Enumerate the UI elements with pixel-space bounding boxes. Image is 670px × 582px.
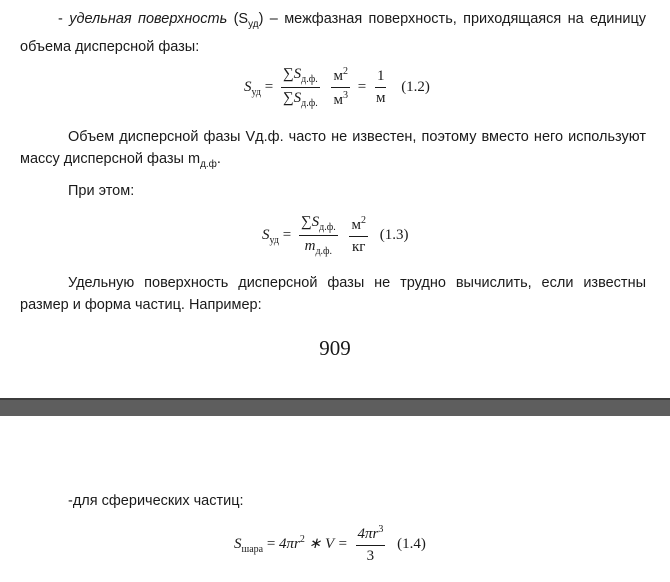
symbol-open: (S xyxy=(227,11,249,27)
formula-lhs-sub: уд xyxy=(269,234,279,246)
paragraph-mass-instead-of-volume xyxy=(20,126,646,176)
unit-denominator-sup: 3 xyxy=(342,90,348,101)
formula-1-2 xyxy=(244,66,430,109)
unit-numerator: м xyxy=(351,217,361,233)
fraction-denominator: 3 xyxy=(366,548,375,564)
formula-lhs-sub: шара xyxy=(241,543,264,555)
unit-denominator: м xyxy=(333,92,343,108)
fraction-units xyxy=(331,66,350,109)
fraction-numerator: 4πr xyxy=(357,526,379,542)
equation-tag: (1.4) xyxy=(397,535,426,552)
equals-sign: = xyxy=(264,78,274,95)
result-numerator: 1 xyxy=(375,68,387,88)
fraction-denominator: ∑S xyxy=(282,90,302,106)
unit-numerator-sup: 2 xyxy=(360,215,366,226)
equals-sign: = xyxy=(282,226,292,243)
thus-text: При этом: xyxy=(68,183,135,199)
formula-lhs: S xyxy=(244,78,252,95)
formula-1-3 xyxy=(262,214,408,257)
fraction-sum-area-over-mass xyxy=(299,214,338,257)
unit-denominator: кг xyxy=(351,239,366,255)
paragraph-thus xyxy=(20,180,646,202)
sphere-area-sup: 2 xyxy=(299,533,305,545)
symbol-subscript: уд xyxy=(248,18,259,30)
equals-sign: = xyxy=(266,535,276,552)
equals-sign-2: = xyxy=(357,78,367,95)
page-divider xyxy=(0,398,670,416)
definition-text: ) – межфазная поверхность, приходящаяся на единицу объема дисперсной фазы: xyxy=(20,11,647,55)
equation-tag: (1.2) xyxy=(401,78,430,95)
volume-term: ∗ V = xyxy=(304,535,348,552)
mass-text-end: . xyxy=(216,151,221,167)
formula-lhs: S xyxy=(234,535,242,552)
mass-subscript: д.ф xyxy=(200,158,217,170)
term-specific-surface: удельная поверхность xyxy=(69,11,228,27)
unit-numerator-sup: 2 xyxy=(342,66,348,77)
fraction-numerator-sup: 3 xyxy=(378,524,384,535)
compute-text: Удельную поверхность дисперсной фазы не трудно вычислить, если известны размер и форма частиц. Например: xyxy=(20,275,646,313)
fraction-numerator-sub: д.ф. xyxy=(319,222,336,233)
equation-tag: (1.3) xyxy=(379,226,409,243)
formula-1-4 xyxy=(234,524,426,565)
fraction-sphere-volume xyxy=(356,524,386,565)
sphere-area-term: 4πr xyxy=(279,535,300,552)
spherical-text: -для сферических частиц: xyxy=(68,493,244,509)
formula-lhs-sub: уд xyxy=(251,86,261,98)
fraction-numerator-sub: д.ф. xyxy=(301,74,318,85)
paragraph-spherical xyxy=(20,490,646,512)
result-denominator: м xyxy=(375,90,386,106)
fraction-numerator: ∑S xyxy=(282,66,302,82)
fraction-denominator-sub: д.ф. xyxy=(301,98,318,109)
fraction-denominator-sub: д.ф. xyxy=(315,246,333,257)
dash-prefix: - xyxy=(58,11,70,27)
formula-lhs: S xyxy=(262,226,270,243)
paragraph-compute-surface xyxy=(20,272,646,316)
page-number: 909 xyxy=(319,336,351,360)
fraction-units xyxy=(349,215,368,256)
paragraph-specific-surface-definition xyxy=(20,8,646,58)
fraction-numerator: ∑S xyxy=(300,214,320,230)
fraction-sum-area-over-sum-area xyxy=(281,66,320,109)
fraction-denominator: m xyxy=(304,238,316,254)
unit-numerator: м xyxy=(333,68,343,84)
mass-text: Объем дисперсной фазы Vд.ф. часто не известен, поэтому вместо него используют массу дисперсной фазы m xyxy=(20,129,646,167)
fraction-result xyxy=(374,68,388,107)
